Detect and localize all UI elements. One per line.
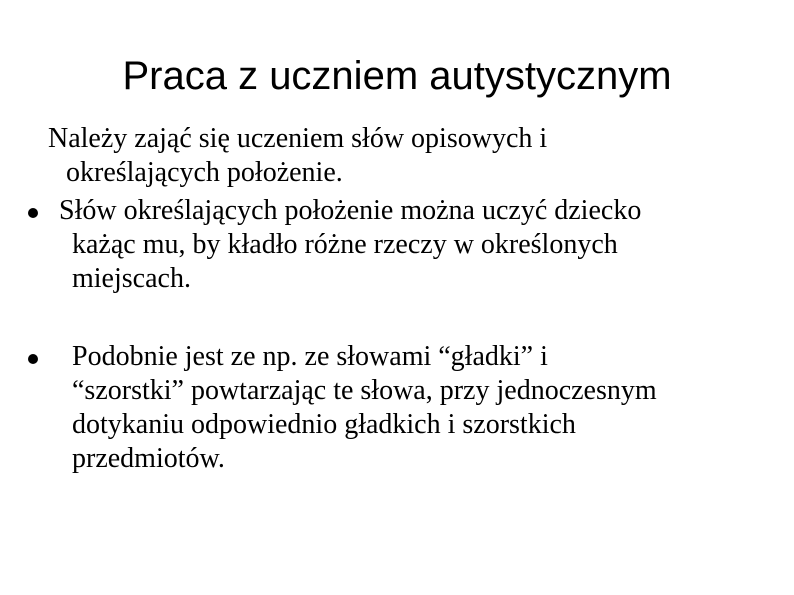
bullet-line-2: “szorstki” powtarzając te słowa, przy jednoczesnym: [72, 375, 657, 406]
bullet-text: [61, 194, 777, 296]
bullet-line-3: dotykaniu odpowiednio gładkich i szorstkich: [72, 409, 576, 440]
intro-line-1: Należy zająć się uczeniem słów opisowych i: [48, 123, 548, 154]
bullet-item: [28, 340, 768, 476]
bullet-item: [28, 194, 768, 296]
bullet-dot-icon: [28, 208, 38, 218]
bullet-line-1: Słów określających położenie można uczyć dziecko: [59, 195, 642, 226]
bullet-line-2: każąc mu, by kładło różne rzeczy w określonych: [72, 229, 618, 260]
bullet-line-1: Podobnie jest ze np. ze słowami “gładki” i: [72, 341, 548, 372]
bullet-line-4: przedmiotów.: [72, 443, 225, 474]
bullet-dot-icon: [28, 354, 38, 364]
slide-title: Praca z uczniem autystycznym: [122, 54, 672, 98]
bullet-text: [74, 340, 764, 476]
intro-paragraph: [48, 122, 768, 190]
intro-line-2: określających położenie.: [66, 157, 343, 188]
bullet-line-3: miejscach.: [72, 263, 191, 294]
